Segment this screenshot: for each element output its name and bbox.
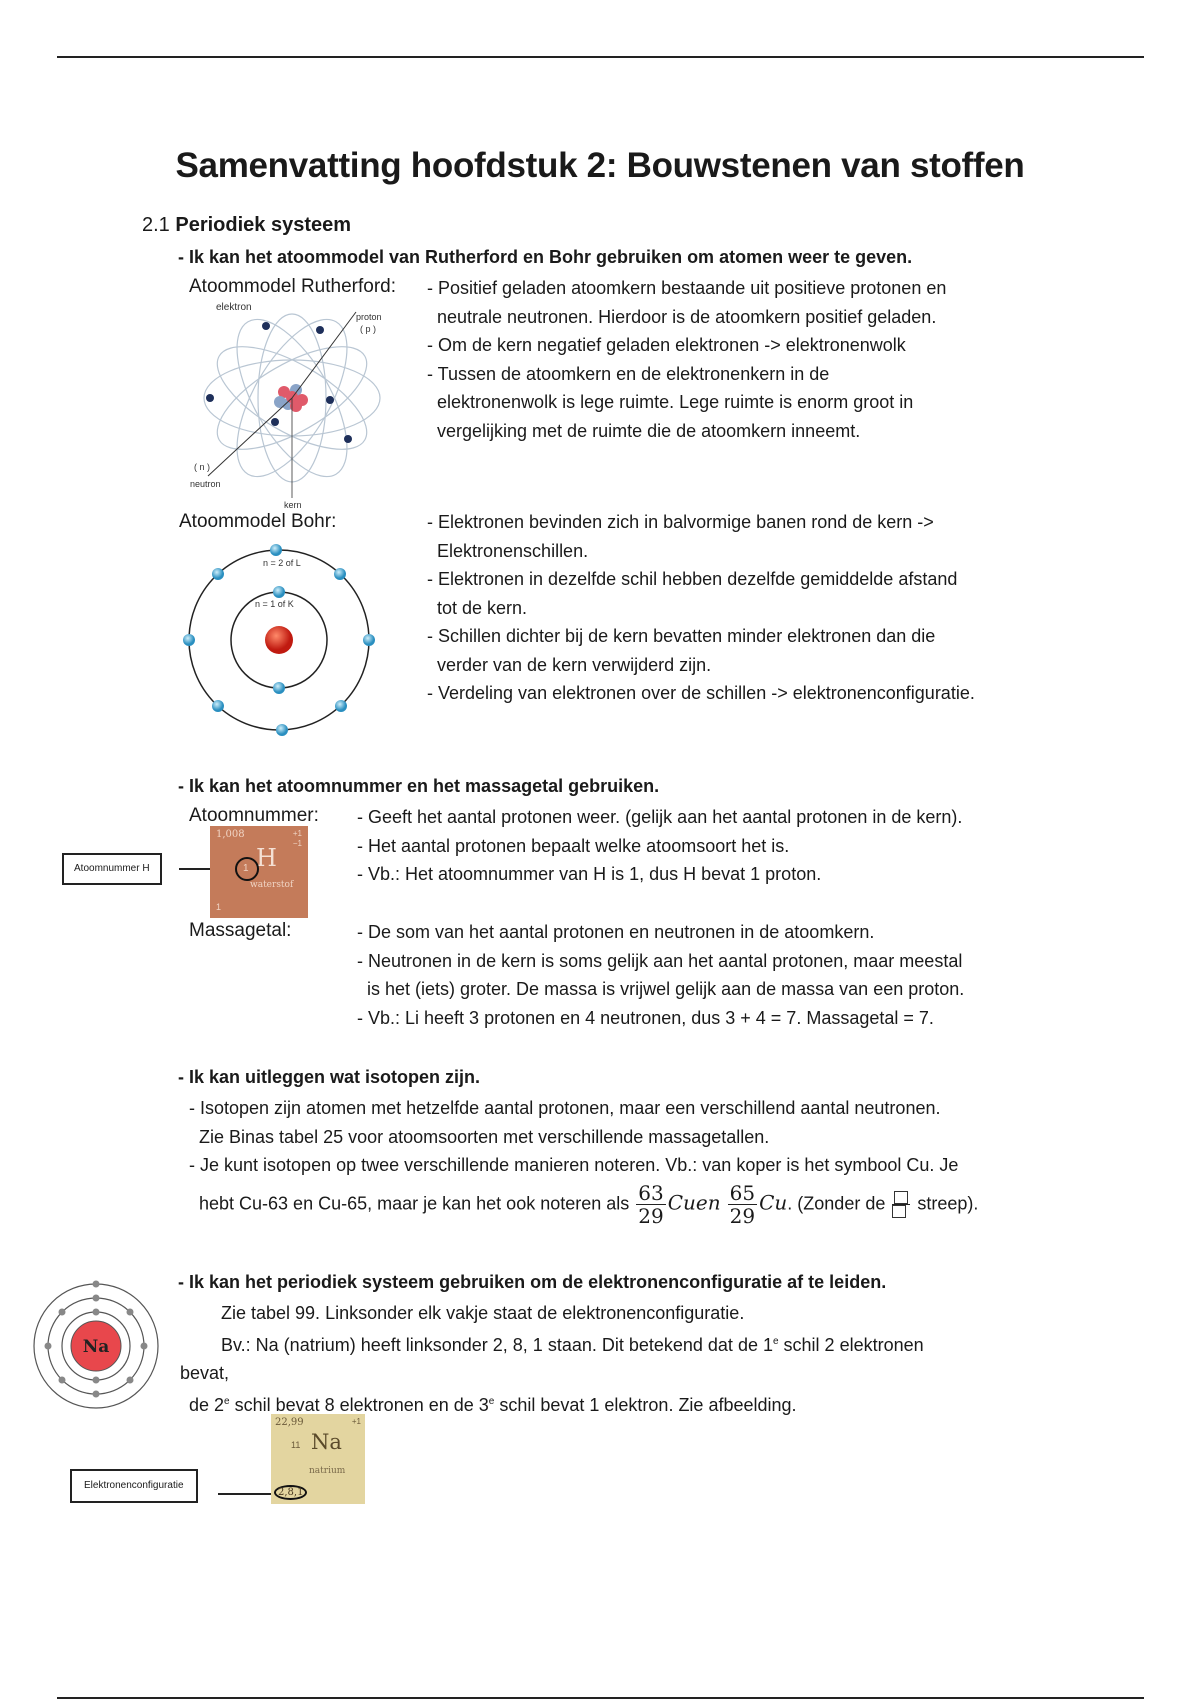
fraction-cu65: $\frac{65}{29}$ bbox=[729, 1181, 756, 1228]
goal-atoomnummer: - Ik kan het atoomnummer en het massagetal gebruiken. bbox=[178, 776, 660, 796]
element-tile-h: 1,008 +1 −1 H 1 waterstof 1 bbox=[210, 826, 308, 918]
isotopen-notation-line: hebt Cu-63 en Cu-65, maar je kan het ook noteren als $\frac{63}{29}$ Cuen $\frac{65}{29}$ Cu. (Zonder de streep). bbox=[199, 1181, 979, 1228]
rutherford-atom-diagram bbox=[180, 298, 400, 510]
empty-fraction-icon bbox=[892, 1191, 910, 1218]
rutherford-label: Atoommodel Rutherford: bbox=[189, 276, 396, 297]
atoomnummer-label: Atoomnummer: bbox=[189, 805, 319, 826]
fraction-cu63: $\frac{63}{29}$ bbox=[638, 1181, 664, 1228]
label-neutron: neutron bbox=[190, 479, 221, 489]
callout-elektronenconfiguratie: Elektronenconfiguratie bbox=[70, 1469, 198, 1503]
label-p: ( p ) bbox=[360, 324, 377, 334]
massagetal-text: - De som van het aantal protonen en neutronen in de atoomkern. - Neutronen in de kern is soms gelijk aan het aantal protonen, maar meestal is het (iets) groter. De massa is vrijwel gelijk aan de massa van een proton. - Vb.: Li heeft 3 protonen en 4 neutronen, dus 3 + 4 = 7. Massagetal = 7. bbox=[357, 922, 965, 1028]
goal-rutherford-bohr: - Ik kan het atoommodel van Rutherford en Bohr gebruiken om atomen weer te geven. bbox=[178, 247, 913, 267]
bohr-label: Atoommodel Bohr: bbox=[179, 511, 337, 532]
bohr-text: - Elektronen bevinden zich in balvormige banen rond de kern -> Elektronenschillen. - Elektronen in dezelfde schil hebben dezelfde gemiddelde afstand tot de kern. - Schillen dichter bij de kern bevatten minder elektronen dan die verder van de kern verwijderd zijn. - Verdeling van elektronen over de schillen -> elektronenconfiguratie. bbox=[427, 512, 975, 703]
label-kern: kern bbox=[284, 500, 302, 510]
configuratie-text: Zie tabel 99. Linksonder elk vakje staat de elektronenconfiguratie. Bv.: Na (natrium) heeft linksonder 2, 8, 1 staan. Dit betekend dat de 1e schil 2 elektronen bevat, de 2e schil bevat 8 elektronen en de 3e schil bevat 1 elektron. Zie afbeelding. bbox=[180, 1303, 924, 1415]
bohr-atom-diagram bbox=[180, 540, 380, 740]
callout-atoomnummer: Atoomnummer H bbox=[62, 853, 162, 885]
massagetal-label: Massagetal: bbox=[189, 920, 292, 941]
goal-isotopen: - Ik kan uitleggen wat isotopen zijn. bbox=[178, 1067, 481, 1087]
rutherford-text: - Positief geladen atoomkern bestaande uit positieve protonen en neutrale neutronen. Hierdoor is de atoomkern positief geladen. - Om de kern negatief geladen elektronen -> elektronenwolk - Tussen de atoomkern en de elektronenkern in de elektronenwolk is lege ruimte. Lege ruimte is enorm groot in vergelijking met de ruimte die de atoomkern inneemt. bbox=[427, 278, 947, 441]
bottom-rule bbox=[57, 1697, 1144, 1699]
goal-elektronenconfiguratie: - Ik kan het periodiek systeem gebruiken om de elektronenconfiguratie af te leiden. bbox=[178, 1272, 887, 1292]
section-number: 2.1 bbox=[142, 214, 170, 236]
sodium-atom-diagram bbox=[31, 1277, 161, 1415]
section-heading bbox=[142, 214, 351, 237]
element-tile-na: 22,99 +1 11 Na natrium 2,8,1 bbox=[271, 1414, 365, 1504]
label-shell-k: n = 1 of K bbox=[255, 599, 294, 609]
label-shell-l: n = 2 of L bbox=[263, 558, 301, 568]
isotopen-text: - Isotopen zijn atomen met hetzelfde aantal protonen, maar een verschillend aantal neutronen. Zie Binas tabel 25 voor atoomsoorten met verschillende massagetallen. - Je kunt isotopen op twee verschillende manieren noteren. Vb.: van koper is het symbool Cu. Je bbox=[189, 1098, 959, 1175]
na-symbol: Na bbox=[82, 1337, 110, 1357]
top-rule bbox=[57, 56, 1144, 58]
label-proton: proton bbox=[356, 312, 382, 322]
callout-line-na bbox=[218, 1493, 272, 1495]
atoomnummer-text: - Geeft het aantal protonen weer. (gelijk aan het aantal protonen in de kern). - Het aantal protonen bepaalt welke atoomsoort het is. - Vb.: Het atoomnummer van H is 1, dus H bevat 1 proton. bbox=[357, 807, 963, 884]
label-n: ( n ) bbox=[194, 462, 211, 472]
label-elektron: elektron bbox=[216, 302, 252, 313]
section-title: Periodiek systeem bbox=[175, 214, 352, 236]
page-title: Samenvatting hoofdstuk 2: Bouwstenen van stoffen bbox=[175, 146, 1025, 185]
